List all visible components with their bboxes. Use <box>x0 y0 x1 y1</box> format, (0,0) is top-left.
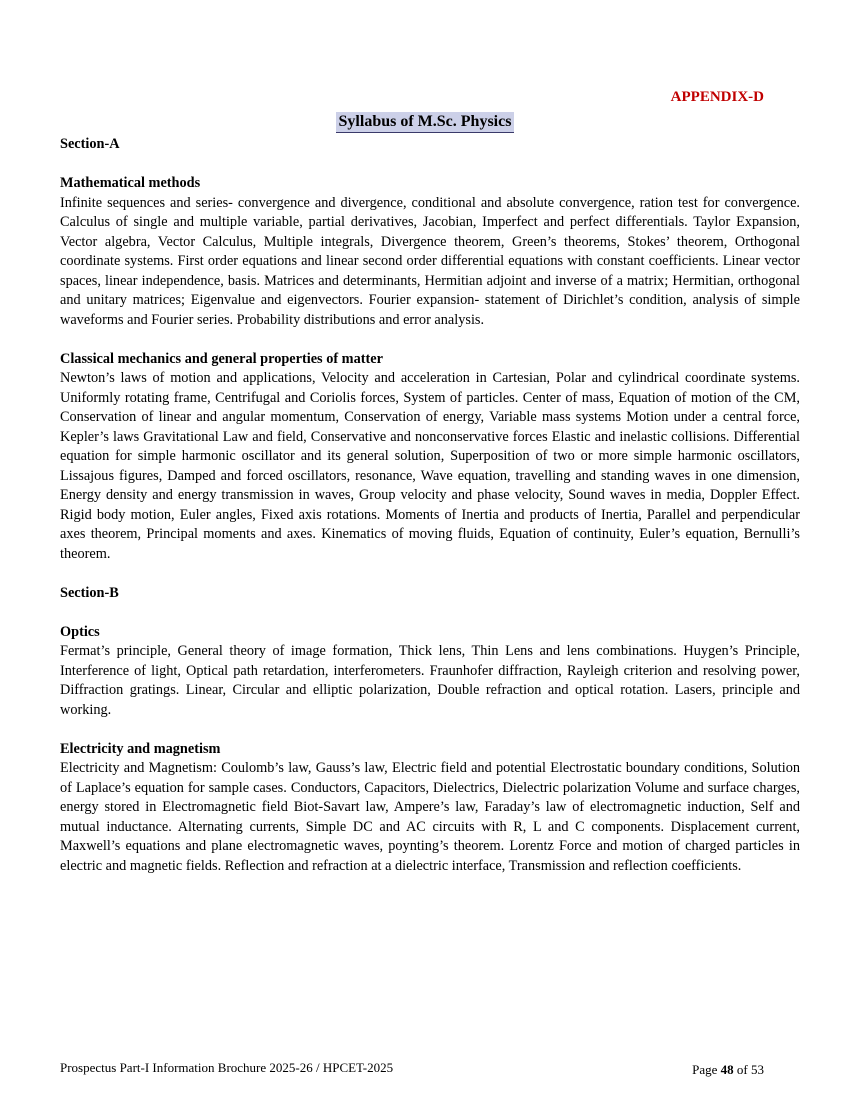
footer-page-number <box>692 1062 764 1078</box>
math-methods-heading: Mathematical methods <box>60 175 201 191</box>
spacer <box>60 564 800 584</box>
appendix-label: APPENDIX-D <box>670 89 764 105</box>
total-pages: of 53 <box>736 1062 764 1077</box>
electricity-magnetism-text: Electricity and Magnetism: Coulomb’s law, Gauss’s law, Electric field and potential Electrostatic boundary conditions, Solution of Laplace’s equation for sample cases. Conductors, Capacitors, Dielectrics, Dielectric polarization Volume and surface charges, energy stored in Electromagnetic field Biot-Savart law, Ampere’s law, Faraday’s law of electromagnetic induction, Self and mutual inductance. Alternating currents, Simple DC and AC circuits with R, L and C components. Displacement current, Maxwell’s equations and plane electromagnetic waves, poynting’s theorem. Lorentz Force and motion of charged particles in electric and magnetic fields. Reflection and refraction at a dielectric interface, Transmission and reflection coefficients. <box>60 760 800 874</box>
spacer <box>60 330 800 350</box>
optics-text: Fermat’s principle, General theory of image formation, Thick lens, Thin Lens and lens combinations. Huygen’s Principle, Interference of light, Optical path retardation, interferometers. Fraunhofer diffraction, Rayleigh criterion and resolving power, Diffraction gratings. Linear, Circular and elliptic polarization, Double refraction and optical rotation. Lasers, principle and working. <box>60 643 800 718</box>
spacer <box>60 155 800 175</box>
classical-mechanics-heading: Classical mechanics and general properties of matter <box>60 350 383 367</box>
spacer <box>60 720 800 740</box>
page-prefix: Page <box>692 1062 718 1077</box>
section-b-heading: Section-B <box>60 584 119 601</box>
electricity-magnetism-heading: Electricity and magnetism <box>60 740 221 757</box>
spacer <box>60 603 800 623</box>
title-wrapper <box>0 112 850 133</box>
classical-mechanics-text: Newton’s laws of motion and applications, Velocity and acceleration in Cartesian, Polar and cylindrical coordinate systems. Uniformly rotating frame, Centrifugal and Coriolis forces, System of particles. Center of mass, Equation of motion of the CM, Conservation of linear and angular momentum, Conservation of energy, Variable mass systems Motion under a central force, Kepler’s laws Gravitational Law and field, Conservative and nonconservative forces Elastic and inelastic collisions. Differential equation for simple harmonic oscillator and its general solution, Superposition of two or more simple harmonic oscillators, Lissajous figures, Damped and forced oscillators, resonance, Wave equation, travelling and standing waves in one dimension, Energy density and energy transmission in waves, Group velocity and phase velocity, Sound waves in media, Doppler Effect. Rigid body motion, Euler angles, Fixed axis rotations. Moments of Inertia and products of Inertia, Parallel and perpendicular axes theorem, Principal moments and axes. Kinematics of moving fluids, Equation of continuity, Euler’s equation, Bernulli’s theorem. <box>60 370 800 562</box>
math-methods-text: Infinite sequences and series- convergence and divergence, conditional and absolute convergence, ration test for convergence. Calculus of single and multiple variable, partial derivatives, Jacobian, Imperfect and perfect differentials. Taylor Expansion, Vector algebra, Vector Calculus, Multiple integrals, Divergence theorem, Green’s theorems, Stokes’ theorem, Orthogonal coordinate systems. First order equations and linear second order differential equations with constant coefficients. Linear vector spaces, linear independence, basis. Matrices and determinants, Hermitian adjoint and inverse of a matrix; Hermitian, orthogonal and unitary matrices; Eigenvalue and eigenvectors. Fourier expansion- statement of Dirichlet’s condition, analysis of simple waveforms and Fourier series. Probability distributions and error analysis. <box>60 194 800 328</box>
current-page: 48 <box>720 1062 734 1077</box>
optics-heading: Optics <box>60 623 100 640</box>
footer-document-title: Prospectus Part-I Information Brochure 2025-26 / HPCET-2025 <box>60 1060 394 1075</box>
section-a-heading: Section-A <box>60 136 120 152</box>
page-title: Syllabus of M.Sc. Physics <box>336 112 515 133</box>
document-body <box>60 135 800 876</box>
